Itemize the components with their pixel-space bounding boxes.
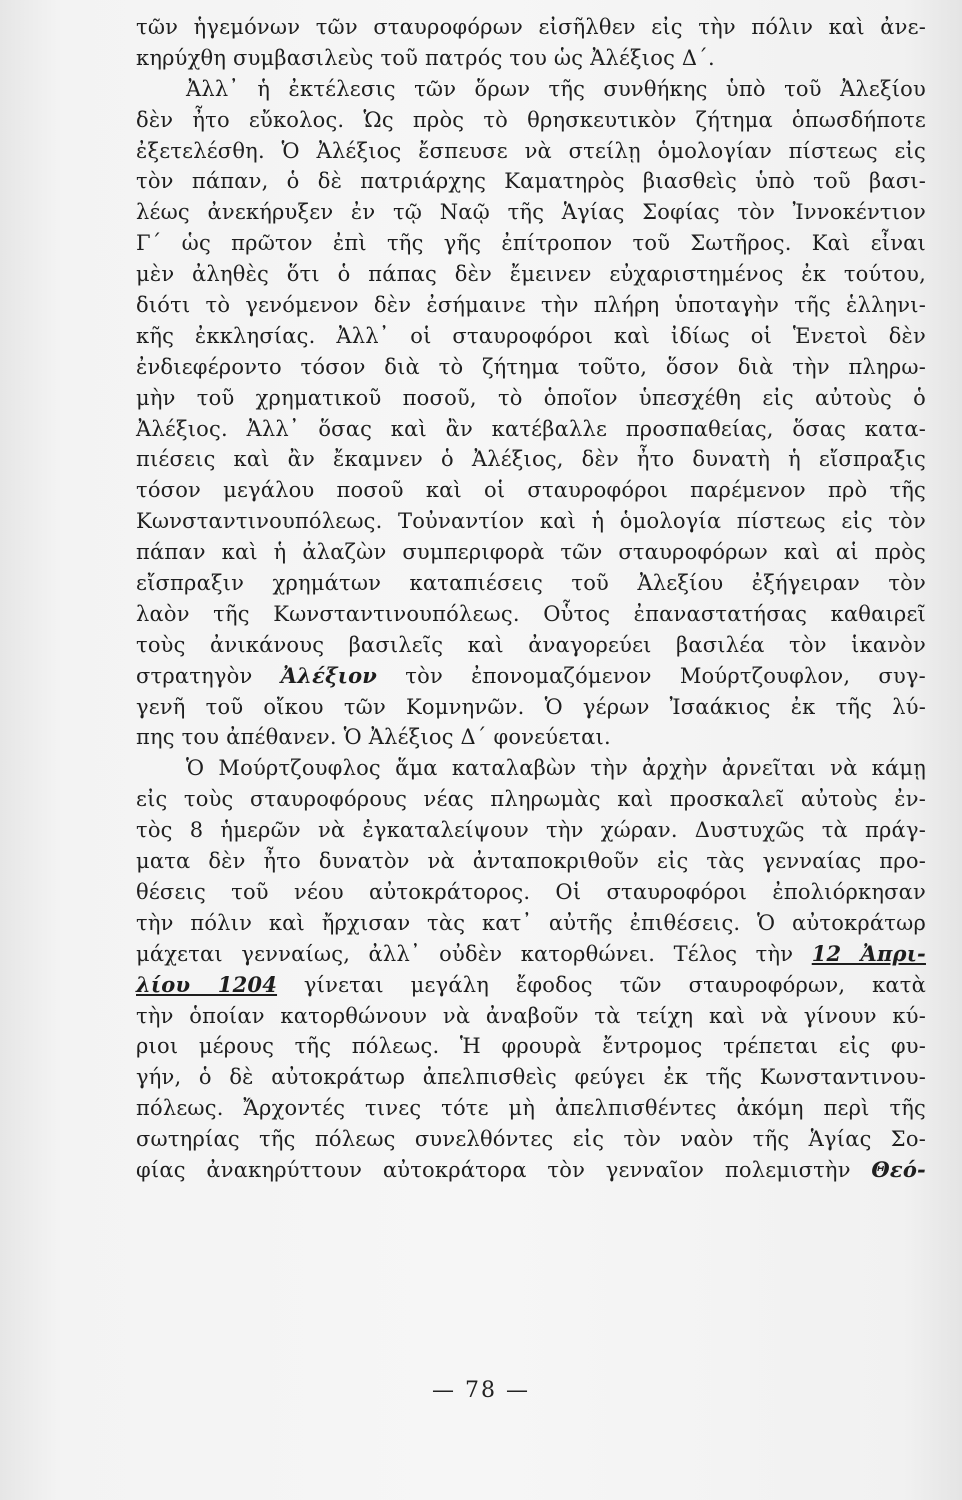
text-line — [136, 939, 926, 970]
text-line: μὴν τοῦ χρηματικοῦ ποσοῦ, τὸ ὁποῖον ὑπεσχέθη εἰς αὐτοὺς ὁ — [136, 385, 926, 410]
text-line: ἐξετελέσθη. Ὁ Ἀλέξιος ἔσπευσε νὰ στείλῃ ὁμολογίαν πίστεως εἰς — [136, 138, 926, 163]
text-line: μὲν ἀληθὲς ὅτι ὁ πάπας δὲν ἔμεινεν εὐχαριστημένος ἐκ τούτου, — [136, 262, 926, 287]
body-text — [136, 12, 926, 1186]
text-line — [136, 1155, 926, 1186]
highlighted-date: λίου 1204 — [136, 971, 278, 997]
text-line: Κωνσταντινουπόλεως. Τοὐναντίον καὶ ἡ ὁμολογία πίστεως εἰς τὸν — [136, 509, 926, 534]
text-line: Ἀλέξιος. Ἀλλ᾽ ὅσας καὶ ἂν κατέβαλλε προσπαθείας, ὅσας κατα- — [136, 416, 926, 441]
text-line: θέσεις τοῦ νέου αὐτοκράτορος. Οἱ σταυροφόροι ἐπολιόρκησαν — [136, 879, 926, 904]
text-line: λέως ἀνεκήρυξεν ἐν τῷ Ναῷ τῆς Ἁγίας Σοφίας τὸν Ἰννοκέντιον — [136, 200, 926, 225]
text-line: τοὺς ἀνικάνους βασιλεῖς καὶ ἀναγορεύει βασιλέα τὸν ἱκανὸν — [136, 632, 926, 657]
text-segment: στρατηγὸν — [136, 663, 253, 688]
emphasized-name: Ἀλέξιον — [280, 662, 378, 688]
text-line: πιέσεις καὶ ἂν ἔκαμνεν ὁ Ἀλέξιος, δὲν ἦτο δυνατὴ ἡ εἴσπραξις — [136, 447, 926, 472]
text-line: τὸς 8 ἡμερῶν νὰ ἐγκαταλείψουν τὴν χώραν. Δυστυχῶς τὰ πράγ- — [136, 818, 926, 843]
text-line: εἴσπραξιν χρημάτων καταπιέσεις τοῦ Ἀλεξίου ἐξήγειραν τὸν — [136, 571, 926, 596]
text-line — [136, 970, 926, 1001]
text-line: Ἀλλ᾽ ἡ ἐκτέλεσις τῶν ὅρων τῆς συνθήκης ὑπὸ τοῦ Ἀλεξίου — [186, 76, 926, 101]
emphasized-name: Θεό- — [871, 1156, 926, 1182]
text-line: τὴν πόλιν καὶ ἤρχισαν τὰς κατ᾽ αὐτῆς ἐπιθέσεις. Ὁ αὐτοκράτωρ — [136, 910, 926, 935]
text-line: εἰς τοὺς σταυροφόρους νέας πληρωμὰς καὶ προσκαλεῖ αὐτοὺς ἐν- — [136, 787, 926, 812]
text-line: κῆς ἐκκλησίας. Ἀλλ᾽ οἱ σταυροφόροι καὶ ἰδίως οἱ Ἑνετοὶ δὲν — [136, 323, 926, 348]
text-line: τῶν ἡγεμόνων τῶν σταυροφόρων εἰσῆλθεν εἰς τὴν πόλιν καὶ ἀνε- — [136, 15, 926, 39]
text-line: ριοι μέρους τῆς πόλεως. Ἡ φρουρὰ ἔντρομος τρέπεται εἰς φυ- — [136, 1034, 926, 1059]
text-line: ἐνδιεφέροντο τόσον διὰ τὸ ζήτημα τοῦτο, ὅσον διὰ τὴν πληρω- — [136, 354, 926, 379]
text-segment: γίνεται μεγάλη ἔφοδος τῶν σταυροφόρων, κατὰ — [303, 972, 926, 997]
text-line: τὴν ὁποίαν κατορθώνουν νὰ ἀναβοῦν τὰ τείχη καὶ νὰ γίνουν κύ- — [136, 1003, 926, 1028]
highlighted-date: 12 Ἀπρι- — [811, 940, 926, 966]
text-line: Γ΄ ὡς πρῶτον ἐπὶ τῆς γῆς ἐπίτροπον τοῦ Σωτῆρος. Καὶ εἶναι — [136, 231, 926, 256]
text-line: τόσον μεγάλου ποσοῦ καὶ οἱ σταυροφόροι παρέμενον πρὸ τῆς — [136, 478, 926, 503]
text-line: δὲν ἦτο εὔκολος. Ὡς πρὸς τὸ θρησκευτικὸν ζήτημα ὁπωσδήποτε — [136, 107, 926, 132]
text-line: Ὁ Μούρτζουφλος ἅμα καταλαβὼν τὴν ἀρχὴν ἀρνεῖται νὰ κάμῃ — [186, 756, 926, 781]
text-line: πης του ἀπέθανεν. Ὁ Ἀλέξιος Δ΄ φονεύεται. — [136, 725, 611, 750]
text-segment: φίας ἀνακηρύττουν αὐτοκράτορα τὸν γενναῖον πολεμιστὴν — [136, 1157, 851, 1182]
text-line: σωτηρίας τῆς πόλεως συνελθόντες εἰς τὸν ναὸν τῆς Ἁγίας Σο- — [136, 1127, 926, 1152]
text-line: πόλεως. Ἄρχοντές τινες τότε μὴ ἀπελπισθέντες ἀκόμη περὶ τῆς — [136, 1096, 926, 1121]
text-segment: μάχεται γενναίως, ἀλλ᾽ οὐδὲν κατορθώνει. Τέλος τὴν — [136, 941, 794, 966]
text-line: πάπαν καὶ ἡ ἀλαζὼν συμπεριφορὰ τῶν σταυροφόρων καὶ αἱ πρὸς — [136, 540, 926, 565]
text-line: ματα δὲν ἦτο δυνατὸν νὰ ἀνταποκριθοῦν εἰς τὰς γενναίας προ- — [136, 849, 926, 874]
text-segment: τὸν ἐπονομαζόμενον Μούρτζουφλον, συγ- — [405, 663, 926, 688]
text-line: γενῆ τοῦ οἴκου τῶν Κομνηνῶν. Ὁ γέρων Ἰσαάκιος ἐκ τῆς λύ- — [136, 694, 926, 719]
text-line: κηρύχθη συμβασιλεὺς τοῦ πατρός του ὡς Ἀλέξιος Δ΄. — [136, 45, 715, 70]
text-line: γήν, ὁ δὲ αὐτοκράτωρ ἀπελπισθεὶς φεύγει ἐκ τῆς Κωνσταντινου- — [136, 1065, 926, 1090]
text-line: λαὸν τῆς Κωνσταντινουπόλεως. Οὗτος ἐπαναστατήσας καθαιρεῖ — [136, 601, 926, 626]
text-line: διότι τὸ γενόμενον δὲν ἐσήμαινε τὴν πλήρη ὑποταγὴν τῆς ἑλληνι- — [136, 293, 926, 318]
page-number: — 78 — — [432, 1378, 530, 1403]
text-line: τὸν πάπαν, ὁ δὲ πατριάρχης Καματηρὸς βιασθεὶς ὑπὸ τοῦ βασι- — [136, 169, 926, 194]
text-line — [136, 661, 926, 692]
